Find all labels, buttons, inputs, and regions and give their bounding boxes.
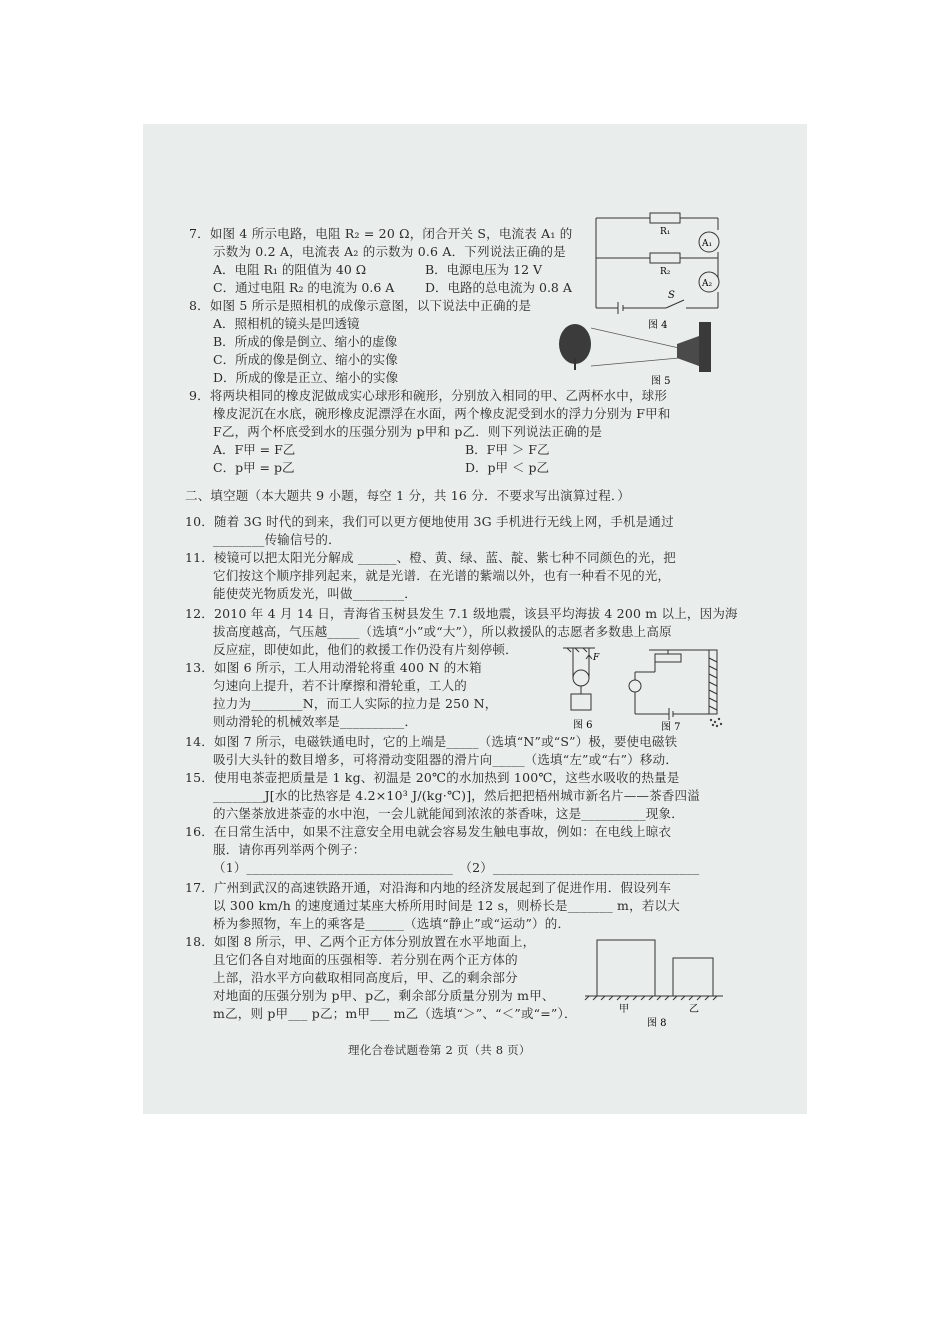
q16-line1: 16．在日常生活中，如果不注意安全用电就会容易发生触电事故，例如：在电线上晾衣: [185, 824, 672, 839]
q7-line1: 7．如图 4 所示电路，电阻 R₂ = 20 Ω，闭合开关 S，电流表 A₁ 的: [189, 226, 573, 241]
q11-line1: 11．棱镜可以把太阳光分解成 ______、橙、黄、绿、蓝、靛、紫七种不同颜色的光，把: [185, 550, 676, 565]
fig5-caption: 图 5: [651, 376, 671, 386]
q14-line1: 14．如图 7 所示，电磁铁通电时，它的上端是_____（选填“N”或“S”）极，要使电磁铁: [185, 734, 678, 749]
q8-option-b: B．所成的像是倒立、缩小的虚像: [213, 334, 398, 349]
fig4-switch-label: S: [668, 290, 675, 301]
q7-option-b: B．电源电压为 12 V: [425, 262, 543, 277]
exam-page: [143, 124, 807, 1114]
q12-line2: 拔高度越高，气压越_____（选填“小”或“大”），所以救援队的志愿者多数患上高原: [213, 624, 672, 639]
q8-option-d: D．所成的像是正立、缩小的实像: [213, 370, 399, 385]
q12-line3: 反应症，即使如此，他们的救援工作仍没有片刻停顿．: [213, 642, 518, 657]
q15-line3: 的六堡茶放进茶壶的水中泡，一会儿就能闻到浓浓的茶香味，这是__________现象．: [213, 806, 684, 821]
q9-line2: 橡皮泥沉在水底，碗形橡皮泥漂浮在水面，两个橡皮泥受到水的浮力分别为 F甲和: [213, 406, 671, 421]
q10-line2: ________传输信号的．: [213, 532, 341, 547]
q17-line1: 17．广州到武汉的高速铁路开通，对沿海和内地的经济发展起到了促进作用．假设列车: [185, 880, 672, 895]
page-footer: 理化合卷试题卷第 2 页（共 8 页）: [348, 1043, 531, 1057]
q14-line2: 吸引大头针的数目增多，可将滑动变阻器的滑片向_____（选填“左”或“右”）移动．: [213, 752, 679, 767]
fig7-caption: 图 7: [661, 722, 681, 732]
q10-line1: 10．随着 3G 时代的到来，我们可以更方便地使用 3G 手机进行无线上网，手机是通过: [185, 514, 674, 529]
q7-line2: 示数为 0.2 A，电流表 A₂ 的示数为 0.6 A．下列说法正确的是: [213, 244, 566, 259]
q17-line2: 以 300 km/h 的速度通过某座大桥所用时间是 12 s，则桥长是_______ m，若以大: [213, 898, 680, 913]
section-2-heading: 二、填空题（本大题共 9 小题，每空 1 分，共 16 分．不要求写出演算过程．）: [185, 488, 631, 503]
fig8-label-jia: 甲: [619, 1004, 629, 1015]
fig4-a2-label: A₂: [702, 279, 713, 289]
q9-line3: F乙，两个杯底受到水的压强分别为 p甲和 p乙．则下列说法正确的是: [213, 424, 603, 439]
figure-7-electromagnet: [625, 642, 727, 732]
fig8-caption: 图 8: [647, 1018, 667, 1029]
q12-line1: 12．2010 年 4 月 14 日，青海省玉树县发生 7.1 级地震，该县平均海拔 4 200 m 以上，因为海: [185, 606, 738, 621]
q13-line1: 13．如图 6 所示，工人用动滑轮将重 400 N 的木箱: [185, 660, 482, 675]
fig8-label-yi: 乙: [689, 1004, 699, 1015]
fig6-force-label: F: [593, 653, 600, 663]
q18-line3: 上部，沿水平方向截取相同高度后，甲、乙的剩余部分: [213, 970, 518, 985]
q17-line3: 桥为参照物，车上的乘客是______（选填“静止”或“运动”）的．: [213, 916, 571, 931]
q18-line4: 对地面的压强分别为 p甲、p乙，剩余部分质量分别为 m甲、: [213, 988, 555, 1003]
q18-line5: m乙，则 p甲___ p乙；m甲___ m乙（选填“＞”、“＜”或“=”）．: [213, 1006, 577, 1021]
q18-line2: 且它们各自对地面的压强相等．若分别在两个正方体的: [213, 952, 518, 967]
q18-line1: 18．如图 8 所示，甲、乙两个正方体分别放置在水平地面上，: [185, 934, 536, 949]
fig4-caption: 图 4: [648, 320, 668, 330]
q9-line1: 9．将两块相同的橡皮泥做成实心球形和碗形，分别放入相同的甲、乙两杯水中，球形: [189, 388, 668, 403]
figure-6-pulley: [559, 644, 621, 730]
q13-line2: 匀速向上提升，若不计摩擦和滑轮重，工人的: [213, 678, 468, 693]
figure-4-circuit: [588, 210, 730, 330]
figure-8-cubes: [583, 934, 727, 1030]
q11-line2: 它们按这个顺序排列起来，就是光谱．在光谱的紫端以外，也有一种看不见的光，: [213, 568, 671, 583]
fig4-r1-label: R₁: [660, 227, 671, 237]
q9-option-c: C．p甲 = p乙: [213, 460, 295, 475]
figure-5-camera: [555, 318, 721, 386]
q11-line3: 能使荧光物质发光，叫做________．: [213, 586, 418, 601]
fig6-caption: 图 6: [573, 720, 593, 730]
q9-option-b: B．F甲 ＞ F乙: [465, 442, 550, 457]
q15-line2: ________J[水的比热容是 4.2×10³ J/(kg·℃)]，然后把把梧州城市新名片——茶香四溢: [213, 788, 700, 803]
q9-option-a: A．F甲 = F乙: [213, 442, 296, 457]
q7-option-a: A．电阻 R₁ 的阻值为 40 Ω: [213, 262, 367, 277]
q15-line1: 15．使用电茶壶把质量是 1 kg、初温是 20℃的水加热到 100℃，这些水吸收的热量是: [185, 770, 680, 785]
q8-option-c: C．所成的像是倒立、缩小的实像: [213, 352, 398, 367]
fig4-r2-label: R₂: [660, 267, 671, 277]
q13-line4: 则动滑轮的机械效率是__________．: [213, 714, 418, 729]
q7-option-c: C．通过电阻 R₂ 的电流为 0.6 A: [213, 280, 395, 295]
q8-line1: 8．如图 5 所示是照相机的成像示意图，以下说法中正确的是: [189, 298, 532, 313]
q13-line3: 拉力为________N，而工人实际的拉力是 250 N，: [213, 696, 498, 711]
q8-option-a: A．照相机的镜头是凹透镜: [213, 316, 360, 331]
q7-option-d: D．电路的总电流为 0.8 A: [425, 280, 572, 295]
q16-line3: （1）________________________________ （2）________________________________: [213, 860, 700, 875]
fig4-a1-label: A₁: [702, 239, 713, 249]
q9-option-d: D．p甲 ＜ p乙: [465, 460, 549, 475]
q16-line2: 服．请你再列举两个例子：: [213, 842, 366, 857]
